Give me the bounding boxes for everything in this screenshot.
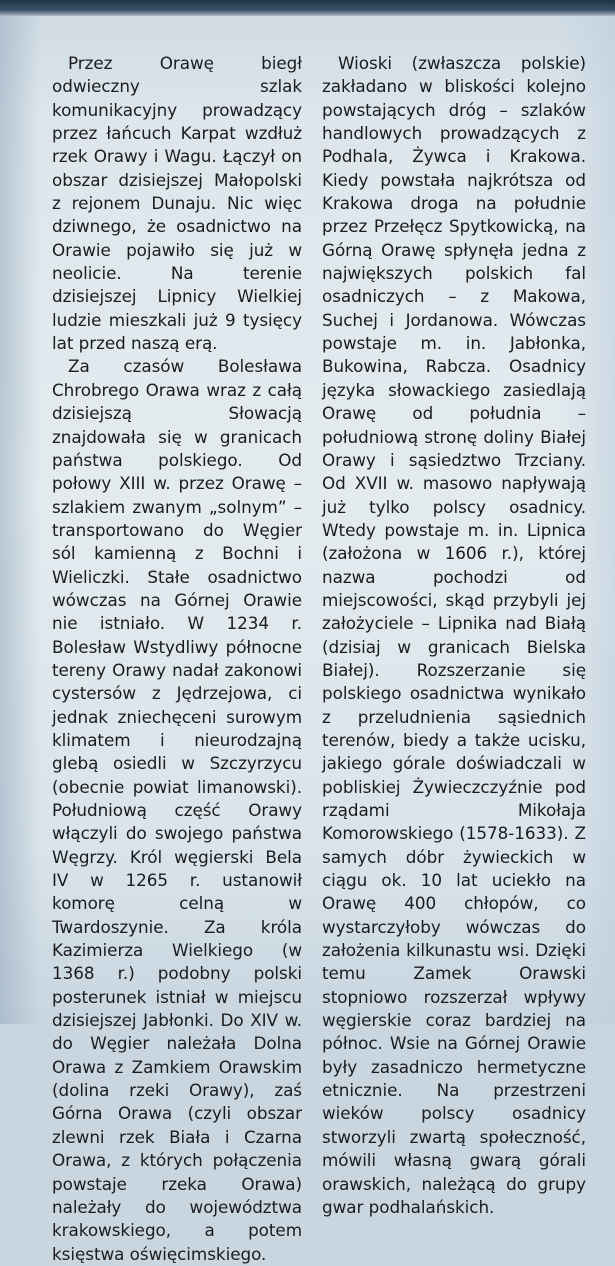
left-text-column: [52, 52, 302, 1266]
board-top-frame: [0, 0, 615, 16]
paragraph-ancient-trade-route: Przez Orawę biegł odwieczny szlak komunikacyjny prowadzący przez łańcuch Karpat wzdłuż rzek Orawy i Wagu. Łączył on obszar dzisiejszej Małopolski z rejonem Dunaju. Nic więc dziwnego, że osadnictwo na Orawie pojawiło się już w neolicie. Na terenie dzisiejszej Lipnicy Wielkiej ludzie mieszkali już 9 tysięcy lat przed naszą erą.: [52, 53, 302, 354]
paragraph-settlement-waves: Wioski (zwłaszcza polskie) zakładano w bliskości kolejno powstających dróg – szlaków handlowych prowadzących z Podhala, Żywca i Krakowa. Kiedy powstała najkrótsza od Krakowa droga na południe przez Przełęcz Spytkowicką, na Górną Orawę spłynęła jedna z największych polskich fal osadniczych – z Makowa, Suchej i Jordanowa. Wówczas powstaje m. in. Jabłonka, Bukowina, Rabcza. Osadnicy języka słowackiego zasiedlają Orawę od południa – południową stronę doliny Białej Orawy i sąsiedztwo Trzciany. Od XVII w. masowo napływają już tylko polscy osadnicy. Wtedy powstaje m. in. Lipnica (założona w 1606 r.), której nazwa pochodzi od miejscowości, skąd przybyli jej założyciele – Lipnika nad Białą (dzisiaj w granicach Bielska Białej). Rozszerzanie się polskiego osadnictwa wynikało z przeludnienia sąsiednich terenów, biedy a także ucisku, jakiego górale doświadczali w pobliskiej Żywieczczyźnie pod rządami Mikołaja Komorowskiego (1578-1633). Z samych dóbr żywieckich w ciągu ok. 10 lat uciekło na Orawę 400 chłopów, co wystarczyłoby wówczas do założenia kilkunastu wsi. Dzięki temu Zamek Orawski stopniowo rozszerzał wpływy węgierskie coraz bardziej na północ. Wsie na Górnej Orawie były zasadniczo hermetyczne etnicznie. Na przestrzeni wieków polscy osadnicy stworzyli zwartą społeczność, mówili własną gwarą górali orawskich, należącą do grupy gwar podhalańskich.: [322, 53, 586, 1217]
right-text-column: [322, 52, 586, 1219]
paragraph-medieval-history: Za czasów Bolesława Chrobrego Orawa wraz z całą dzisiejszą Słowacją znajdowała się w granicach państwa polskiego. Od połowy XIII w. przez Orawę – szlakiem zwanym „solnym” – transportowano do Węgier sól kamienną z Bochni i Wieliczki. Stałe osadnictwo wówczas na Górnej Orawie nie istniało. W 1234 r. Bolesław Wstydliwy północne tereny Orawy nadał zakonowi cystersów z Jędrzejowa, ci jednak zniechęceni surowym klimatem i nieurodzajną glebą osiedli w Szczyrzycu (obecnie powiat limanowski). Południową część Orawy włączyli do swojego państwa Węgrzy. Król węgierski Bela IV w 1265 r. ustanowił komorę celną w Twardoszynie. Za króla Kazimierza Wielkiego (w 1368 r.) podobny polski posterunek istniał w miejscu dzisiejszej Jabłonki. Do XIV w. do Węgier należała Dolna Orawa z Zamkiem Orawskim (dolina rzeki Orawy), zaś Górna Orawa (czyli obszar zlewni rzek Biała i Czarna Orawa, z których połączenia powstaje rzeka Orawa) należały do województwa krakowskiego, a potem księstwa oświęcimskiego.: [52, 356, 302, 1264]
